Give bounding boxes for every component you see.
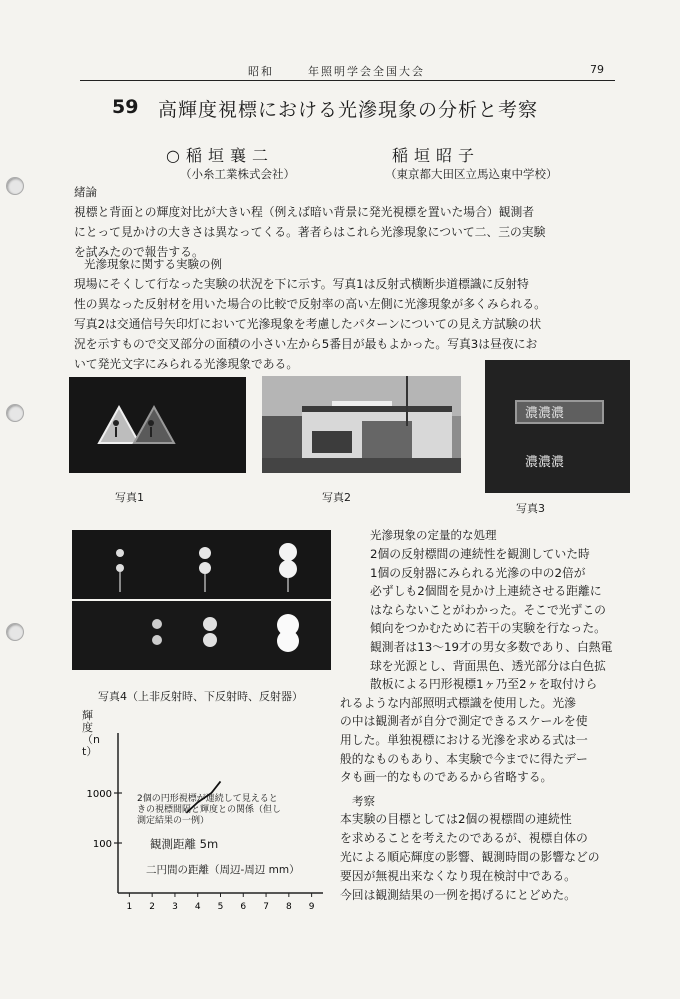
chart-y-tick-label: 1000	[86, 789, 112, 800]
text-line: 用した。単独視標における光滲を求める式は一	[340, 732, 588, 747]
text-line: を試みたので報告する。	[74, 245, 204, 259]
chart-x-tick-label: 8	[285, 902, 292, 912]
photo-2	[262, 376, 461, 473]
text-line: 今回は観測結果の一例を掲げるにとどめた。	[340, 888, 576, 902]
text-line: 光による順応輝度の影響、観測時間の影響などの	[340, 850, 600, 864]
caption-photo-3: 写真3	[516, 502, 545, 515]
text-line: 2個の反射標間の連続性を観測していた時	[370, 547, 590, 561]
text-line: 観測者は13～19才の男女多数であり、白熱電	[370, 639, 613, 654]
intro-text	[74, 202, 545, 262]
punch-hole	[6, 404, 24, 422]
section-heading-intro: 緒論	[74, 185, 97, 199]
chart-title: 2個の円形視標が連続して見えるときの視標間隔と輝度との関係（但し測定結果の一例）	[137, 794, 282, 826]
text-line: タも画一的なものであるから省略する。	[340, 770, 553, 785]
text-line: 散板による円形視標1ヶ乃至2ヶを取付けら	[370, 677, 598, 692]
text-line: 性の異なった反射材を用いた場合の比較で反射率の高い左側に光滲現象が多くみられる。	[74, 297, 546, 311]
section-heading-discussion: 考察	[352, 794, 375, 808]
author1-affiliation: （小糸工業株式会社）	[180, 167, 295, 181]
text-line: の中は観測者が自分で測定できるスケールを使	[340, 714, 588, 729]
chart-ylabel: 輝度（nt）	[82, 709, 100, 758]
text-line: にとって見かけの大きさは異なってくる。著者らはこれら光滲現象について二、三の実験	[74, 225, 546, 239]
chart-xlabel: 二円間の距離（周辺-周辺 mm）	[146, 864, 300, 876]
text-line: れるような内部照明式標識を使用した。光滲	[340, 695, 576, 710]
text-line: 現場にそくして行なった実験の状況を下に示す。写真1は反射式横断歩道標識に反射特	[74, 277, 529, 291]
photo-3	[485, 360, 630, 493]
author1-name: ○稲垣襄二	[166, 146, 274, 165]
chart-x-tick-label: 6	[240, 902, 247, 912]
page-number: 79	[590, 63, 604, 76]
header-era: 昭和	[248, 65, 274, 78]
paper-title: 高輝度視標における光滲現象の分析と考察	[158, 99, 539, 121]
chart-x-tick-label: 1	[126, 902, 133, 912]
photo-4-bottom	[72, 601, 331, 670]
chart-x-tick-label: 7	[263, 902, 269, 912]
photo-1	[69, 377, 246, 473]
chart-x-tick-label: 9	[308, 902, 315, 912]
header-rule	[80, 80, 615, 81]
chart-x-tick-label: 3	[172, 902, 178, 912]
section-heading-quantitative: 光滲現象の定量的な処理	[370, 528, 497, 542]
author2-affiliation: （東京都大田区立馬込東中学校）	[385, 167, 558, 181]
discussion-text	[340, 810, 600, 905]
text-line: 本実験の目標としては2個の視標間の連続性	[340, 812, 572, 826]
chart-annotation: 観測距離 5m	[150, 837, 219, 851]
text-line: 傾向をつかむために若干の実験を行なった。	[370, 621, 606, 636]
header-conference: 年照明学会全国大会	[308, 65, 425, 78]
punch-hole	[6, 623, 24, 641]
section-heading-examples: 光滲現象に関する実験の例	[84, 257, 222, 271]
caption-photo-2: 写真2	[322, 491, 351, 504]
author2-name: 稲垣昭子	[392, 146, 481, 165]
text-line: 視標と背面との輝度対比が大きい程（例えば暗い背景に発光視標を置いた場合）観測者	[74, 205, 535, 219]
sign-text-bottom: 濃濃濃	[525, 455, 565, 470]
sign-text-top: 濃濃濃	[525, 406, 565, 421]
text-line: 況を示すもので交叉部分の面積の小さい左から5番目が最もよかった。写真3は昼夜にお	[74, 337, 538, 351]
caption-photo-4: 写真4（上非反射時、下反射時、反射器）	[98, 690, 303, 703]
text-line: いて発光文字にみられる光滲現象である。	[74, 357, 299, 371]
text-line: を求めることを考えたのであるが、視標自体の	[340, 831, 588, 845]
caption-photo-1: 写真1	[115, 491, 144, 504]
text-line: 般的なものもあり、本実験で今までに得たデー	[340, 751, 588, 766]
chart-x-tick-label: 4	[194, 902, 201, 912]
paper-number: 59	[112, 96, 139, 118]
text-line: 必ずしも2個間を見かけ上連続させる距離に	[370, 584, 602, 599]
text-line: はならないことがわかった。そこで光ずこの	[370, 602, 606, 617]
photo-4-top	[72, 530, 331, 599]
chart-y-tick-label: 100	[92, 839, 112, 850]
chart-x-tick-label: 2	[149, 902, 156, 912]
chart-x-tick-label: 5	[217, 902, 224, 912]
text-line: 球を光源とし、背面黒色、透光部分は白色拡	[370, 658, 606, 673]
punch-hole	[6, 177, 24, 195]
quantitative-text	[340, 545, 613, 787]
text-line: 写真2は交通信号矢印灯において光滲現象を考慮したパターンについての見え方試験の状	[74, 317, 542, 331]
text-line: 要因が無視出来なくなり現在検討中である。	[340, 869, 576, 883]
text-line: 1個の反射器にみられる光滲の中の2倍が	[370, 565, 586, 580]
examples-text	[74, 274, 546, 374]
